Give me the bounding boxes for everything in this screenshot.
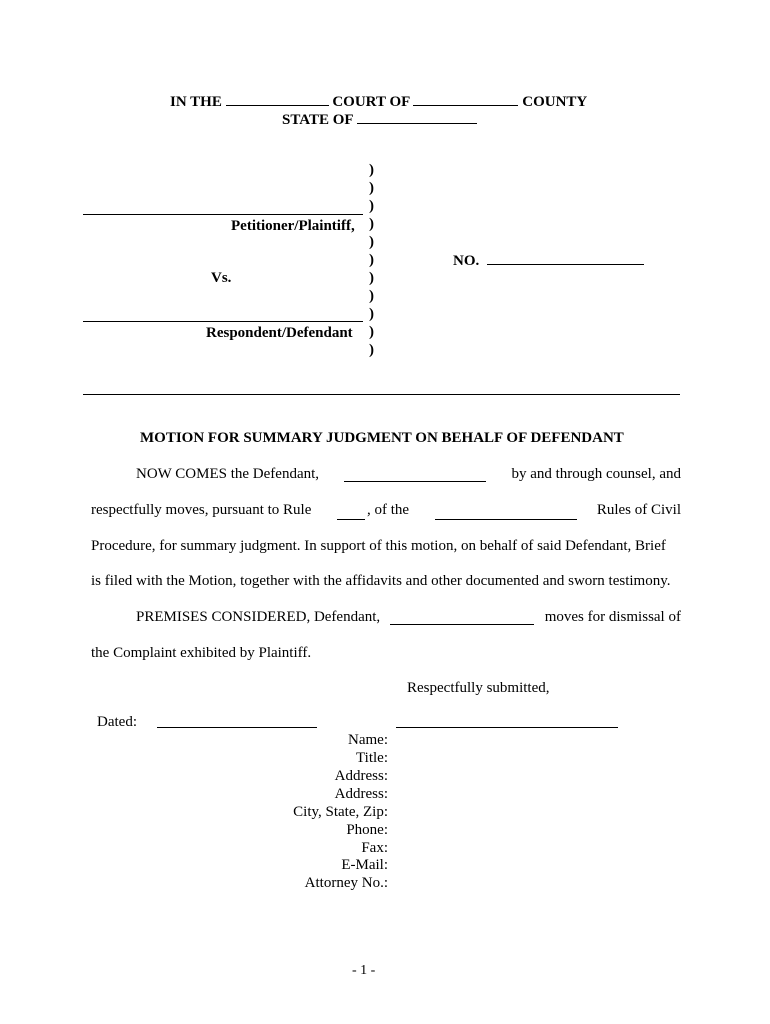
county-name-blank — [413, 104, 518, 106]
respondent-label: Respondent/Defendant — [206, 325, 353, 341]
caption-paren: ) — [369, 180, 374, 196]
petitioner-label: Petitioner/Plaintiff, — [231, 218, 355, 234]
page-number: - 1 - — [352, 963, 376, 978]
attorney-field-label: E-Mail: — [341, 857, 388, 873]
jurisdiction-blank — [435, 518, 577, 520]
case-number-label: NO. — [453, 253, 480, 269]
court-name-blank — [226, 104, 329, 106]
body-text: NOW COMES the Defendant, — [136, 466, 320, 482]
body-line-4: is filed with the Motion, together with the affidavits and other documented and sworn testimony. — [91, 573, 671, 589]
body-line-6: the Complaint exhibited by Plaintiff. — [91, 645, 312, 661]
respectfully-submitted: Respectfully submitted, — [407, 680, 550, 696]
caption-paren: ) — [369, 270, 374, 286]
attorney-field-label: Fax: — [361, 840, 388, 856]
body-text: by and through counsel, and — [511, 466, 681, 482]
caption-paren: ) — [369, 252, 374, 268]
state-of-text: STATE OF — [282, 112, 353, 128]
court-header-line1 — [170, 94, 587, 111]
case-number-field — [453, 253, 644, 270]
dated-label: Dated: — [97, 714, 137, 730]
court-of-text: COURT OF — [332, 94, 410, 110]
body-line-3: Procedure, for summary judgment. In support of this motion, on behalf of said Defendant, Brief — [91, 538, 666, 554]
attorney-field-label: Address: — [334, 768, 388, 784]
state-name-blank — [357, 122, 477, 124]
attorney-field-label: Address: — [334, 786, 388, 802]
body-text: PREMISES CONSIDERED, Defendant, — [136, 609, 381, 625]
body-text: respectfully moves, pursuant to Rule — [91, 502, 312, 518]
document-title: MOTION FOR SUMMARY JUDGMENT ON BEHALF OF DEFENDANT — [140, 430, 624, 446]
body-line-5 — [136, 609, 681, 626]
defendant-name-blank — [344, 480, 486, 482]
caption-paren: ) — [369, 342, 374, 358]
court-header-line2 — [282, 112, 477, 129]
caption-paren: ) — [369, 234, 374, 250]
attorney-field-label: Title: — [356, 750, 388, 766]
body-text: Rules of Civil — [596, 502, 681, 518]
caption-paren: ) — [369, 288, 374, 304]
defendant-name-blank — [390, 623, 534, 625]
caption-paren: ) — [369, 306, 374, 322]
body-text: , of the — [367, 502, 410, 518]
attorney-field-label: City, State, Zip: — [293, 804, 388, 820]
attorney-field-label: Name: — [348, 732, 388, 748]
county-text: COUNTY — [522, 94, 588, 110]
caption-paren: ) — [369, 216, 374, 232]
attorney-field-label: Phone: — [346, 822, 388, 838]
signature-line — [396, 727, 618, 728]
caption-separator — [83, 394, 680, 395]
in-the-text: IN THE — [170, 94, 222, 110]
caption-paren: ) — [369, 198, 374, 214]
caption-paren: ) — [369, 162, 374, 178]
versus-label: Vs. — [211, 270, 232, 286]
body-line-1 — [136, 466, 681, 483]
rule-number-blank — [337, 518, 365, 520]
body-text: moves for dismissal of — [544, 609, 681, 625]
petitioner-name-line — [83, 214, 363, 215]
attorney-field-label: Attorney No.: — [304, 875, 388, 891]
caption-paren: ) — [369, 324, 374, 340]
respondent-name-line — [83, 321, 363, 322]
case-number-blank — [487, 263, 644, 265]
date-line — [157, 727, 317, 728]
body-line-2 — [91, 502, 681, 522]
